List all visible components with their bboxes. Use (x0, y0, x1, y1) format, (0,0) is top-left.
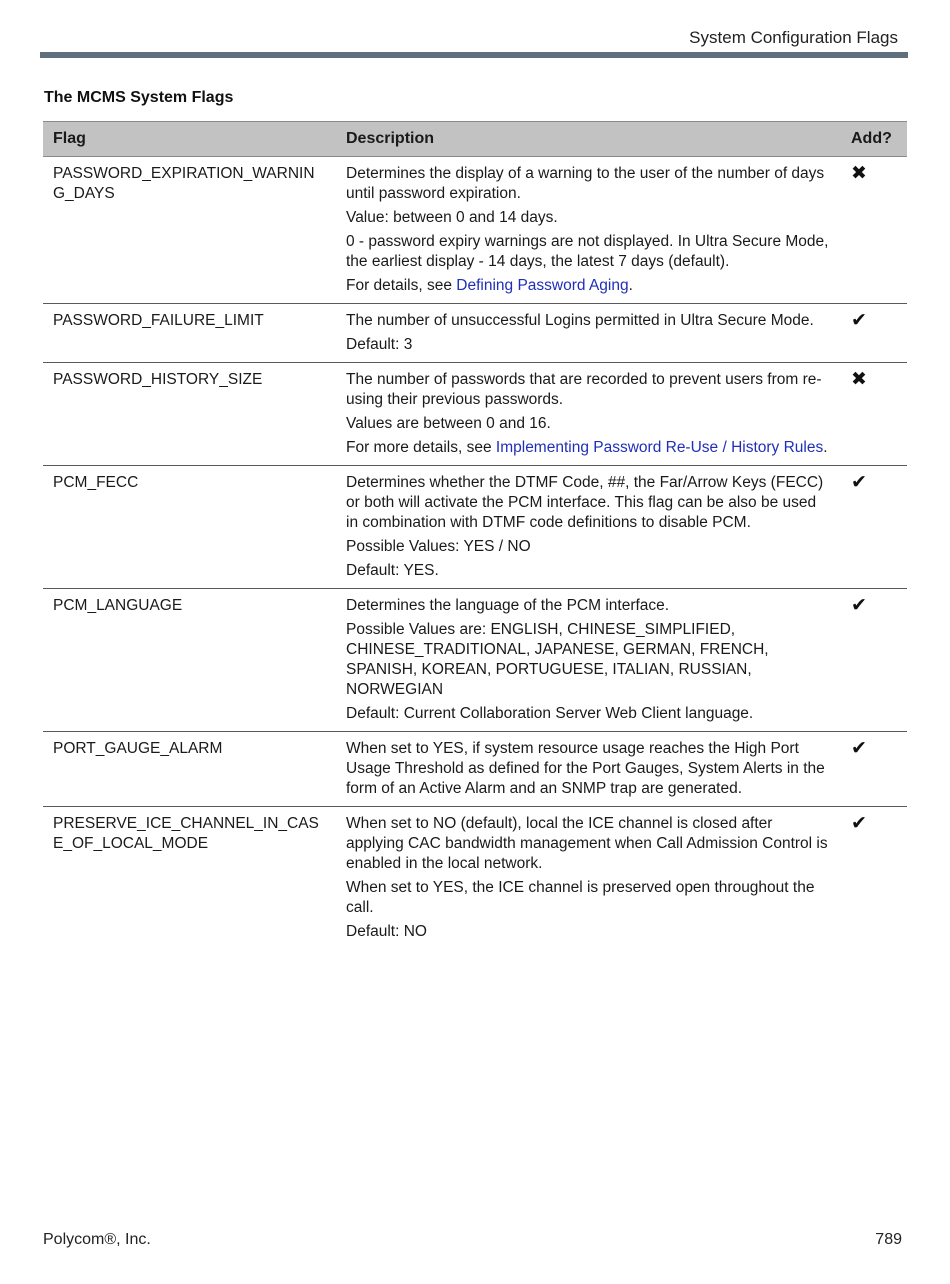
description-text: Values are between 0 and 16. (346, 415, 551, 432)
add-cell (841, 304, 907, 363)
description-paragraph (346, 620, 831, 700)
description-text: Default: YES. (346, 562, 439, 579)
cross-icon: ✖ (851, 163, 867, 184)
description-paragraph (346, 276, 831, 296)
section-title: The MCMS System Flags (44, 89, 234, 106)
table-body (43, 157, 907, 950)
table-row (43, 466, 907, 589)
flag-description (336, 732, 841, 807)
description-text: Determines the language of the PCM interface. (346, 597, 670, 614)
description-text: Possible Values: YES / NO (346, 538, 531, 555)
description-paragraph (346, 164, 831, 204)
description-text: 0 - password expiry warnings are not displayed. In Ultra Secure Mode, the earliest display - 14 days, the latest 7 days (default). (346, 233, 829, 270)
add-cell (841, 466, 907, 589)
description-text: Determines the display of a warning to the user of the number of days until password expiration. (346, 165, 825, 202)
description-text: Default: Current Collaboration Server Web Client language. (346, 705, 754, 722)
description-paragraph (346, 232, 831, 272)
column-header-add: Add? (841, 122, 907, 157)
description-paragraph (346, 739, 831, 799)
description-text: The number of unsuccessful Logins permitted in Ultra Secure Mode. (346, 312, 814, 329)
description-paragraph (346, 208, 831, 228)
description-paragraph (346, 473, 831, 533)
flag-name: PCM_FECC (43, 466, 336, 589)
header-rule (40, 52, 908, 58)
column-header-description: Description (336, 122, 841, 157)
description-text: The number of passwords that are recorded to prevent users from re-using their previous passwords. (346, 371, 822, 408)
table-row (43, 157, 907, 304)
description-paragraph (346, 438, 831, 458)
cross-icon: ✖ (851, 369, 867, 390)
table-row (43, 807, 907, 950)
check-icon: ✔ (851, 472, 867, 493)
flag-description (336, 304, 841, 363)
description-paragraph (346, 414, 831, 434)
description-text: Default: 3 (346, 336, 413, 353)
table-row (43, 589, 907, 732)
check-icon: ✔ (851, 738, 867, 759)
description-text: For details, see (346, 277, 457, 294)
add-cell (841, 807, 907, 950)
flag-name: PCM_LANGUAGE (43, 589, 336, 732)
flag-description (336, 807, 841, 950)
check-icon: ✔ (851, 813, 867, 834)
description-text: When set to YES, the ICE channel is preserved open throughout the call. (346, 879, 815, 916)
description-paragraph (346, 370, 831, 410)
cross-reference-link[interactable]: Defining Password Aging (456, 277, 629, 294)
description-text: Default: NO (346, 923, 427, 940)
description-paragraph (346, 922, 831, 942)
flags-table (43, 121, 907, 949)
flag-description (336, 466, 841, 589)
table-row (43, 363, 907, 466)
description-paragraph (346, 596, 831, 616)
flag-name: PASSWORD_HISTORY_SIZE (43, 363, 336, 466)
flag-name: PORT_GAUGE_ALARM (43, 732, 336, 807)
description-paragraph (346, 878, 831, 918)
description-text: When set to NO (default), local the ICE channel is closed after applying CAC bandwidth management when Call Admission Control is enabled in the local network. (346, 815, 828, 872)
page-header (40, 0, 908, 58)
table-row (43, 732, 907, 807)
description-text-end: . (628, 277, 633, 294)
footer-page-number: 789 (875, 1231, 902, 1248)
flag-name: PRESERVE_ICE_CHANNEL_IN_CASE_OF_LOCAL_MODE (53, 815, 319, 852)
description-paragraph (346, 704, 831, 724)
flag-description (336, 589, 841, 732)
description-paragraph (346, 311, 831, 331)
column-header-flag: Flag (43, 122, 336, 157)
footer-company: Polycom®, Inc. (43, 1231, 151, 1248)
flag-name: PASSWORD_EXPIRATION_WARNING_DAYS (43, 157, 336, 304)
flag-description (336, 157, 841, 304)
description-paragraph (346, 537, 831, 557)
flag-description (336, 363, 841, 466)
cross-reference-link[interactable]: Implementing Password Re-Use / History Rules (495, 439, 824, 456)
table-header-row (43, 122, 907, 157)
flag-name: PASSWORD_FAILURE_LIMIT (43, 304, 336, 363)
add-cell (841, 732, 907, 807)
add-cell (841, 363, 907, 466)
description-paragraph (346, 561, 831, 581)
check-icon: ✔ (851, 595, 867, 616)
description-text: Value: between 0 and 14 days. (346, 209, 558, 226)
add-cell (841, 157, 907, 304)
description-text: When set to YES, if system resource usage reaches the High Port Usage Threshold as defined for the Port Gauges, System Alerts in the form of an Active Alarm and an SNMP trap are generated. (346, 740, 825, 797)
check-icon: ✔ (851, 310, 867, 331)
description-text: Possible Values are: ENGLISH, CHINESE_SIMPLIFIED, CHINESE_TRADITIONAL, JAPANESE, GERMAN, FRENCH, SPANISH, KOREAN, PORTUGUESE, ITALIAN, RUSSIAN, NORWEGIAN (346, 621, 769, 698)
description-text: For more details, see (346, 439, 496, 456)
description-paragraph (346, 335, 831, 355)
description-text: Determines whether the DTMF Code, ##, the Far/Arrow Keys (FECC) or both will activate the PCM interface. This flag can be also be used in combination with DTMF code definitions to disable PCM. (346, 474, 824, 531)
table-row (43, 304, 907, 363)
header-title: System Configuration Flags (689, 28, 898, 47)
add-cell (841, 589, 907, 732)
description-paragraph (346, 814, 831, 874)
description-text-end: . (823, 439, 828, 456)
